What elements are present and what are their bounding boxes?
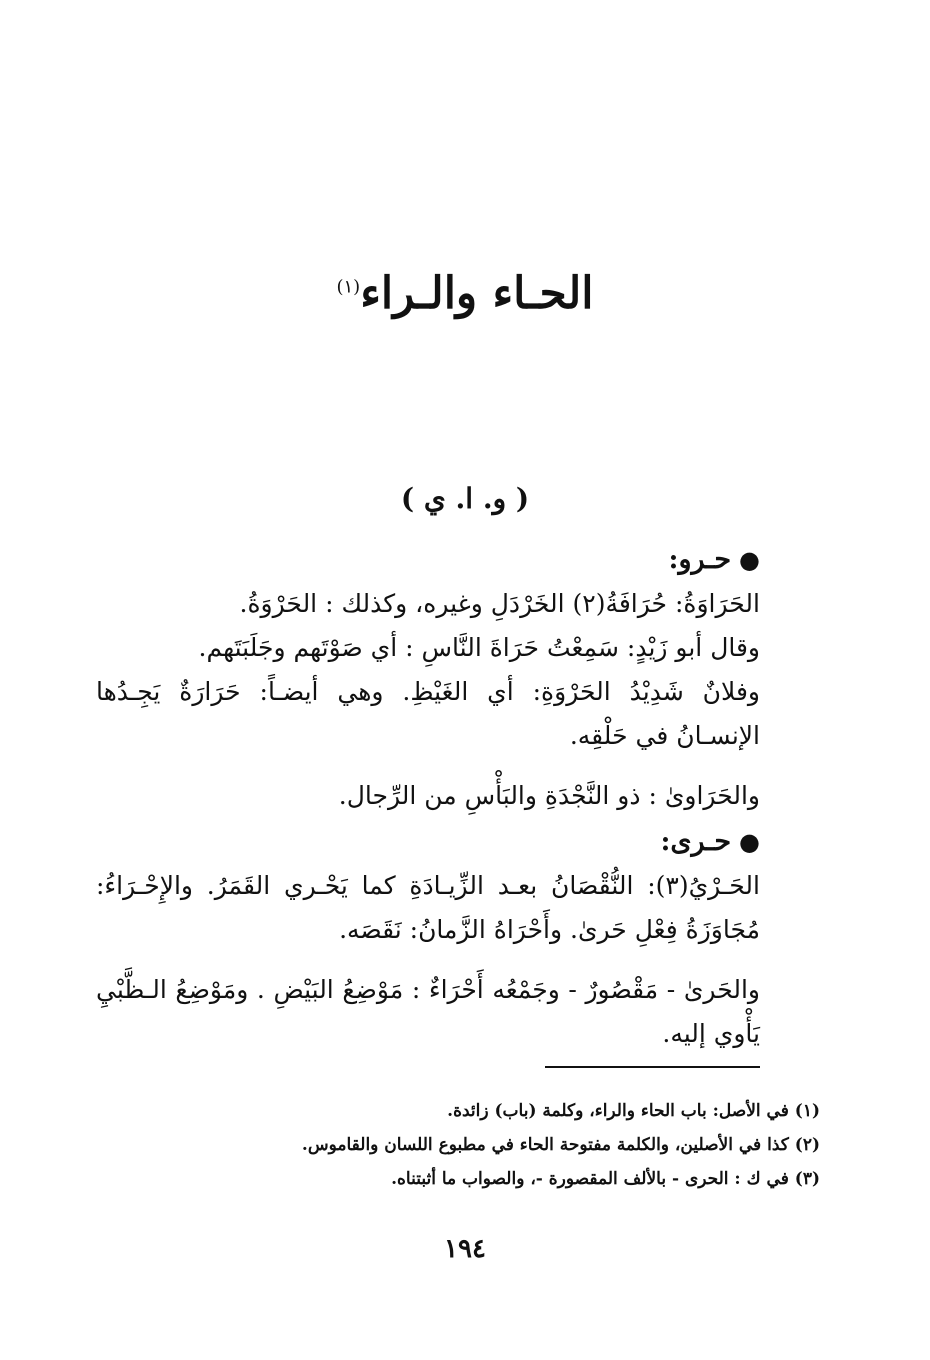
chapter-footnote-marker: (١) — [336, 276, 361, 298]
entry-line: والحَرىٰ - مَقْصُورٌ - وجَمْعُه أَحْرَاءٌ : مَوْضِعُ البَيْضِ . ومَوْضِعُ الـظَّبْيِ يَأْوي إليه. — [96, 975, 760, 1048]
entry-line: الحَـرْيُ(٣): النُّقْصَانُ بعـد الزِّيـادَةِ كما يَحْـري القَمَرُ. والإِحْـرَاءُ: مُجَاوَزَةُ فِعْلِ حَرىٰ. وأَحْرَاهُ الزَّمانُ: نَقَصَه. — [96, 871, 760, 944]
entry-heading — [96, 538, 760, 582]
root-heading: ( و. ا. ي ) — [400, 482, 530, 515]
entry-heading-text: حـرو: — [668, 544, 732, 575]
chapter-title-text: الحـاء والـراء — [360, 268, 594, 319]
entry-line: الحَرَاوَةُ: حُرَافَةُ(٢) الخَرْدَلِ وغيره، وكذلك : الحَرْوَةُ. — [239, 589, 760, 618]
footnote-divider — [545, 1066, 760, 1068]
bullet-icon: ● — [739, 545, 760, 574]
entry-hara — [96, 820, 760, 1056]
chapter-title — [0, 268, 930, 319]
entry-heading-text: حـرى: — [660, 826, 732, 857]
page-number: ١٩٤ — [444, 1234, 486, 1264]
entry-line: وقال أبو زَيْدٍ: سَمِعْتُ حَرَاةَ النَّاسِ : أي صَوْتَهم وجَلَبَتَهم. — [198, 633, 760, 662]
entry-haru — [96, 538, 760, 818]
entry-heading — [96, 820, 760, 864]
footnote-item: (١) في الأصل: باب الحاء والراء، وكلمة (باب) زائدة. — [447, 1101, 820, 1121]
entry-line: والحَرَاوىٰ : ذو النَّجْدَةِ والبَأْسِ من الرِّجال. — [338, 781, 760, 810]
bullet-icon: ● — [739, 827, 760, 856]
footnote-item: (٢) كذا في الأصلين، والكلمة مفتوحة الحاء في مطبوع اللسان والقاموس. — [301, 1135, 820, 1155]
footnotes — [180, 1094, 820, 1196]
footnote-item: (٣) في ك : الحرى - بالألف المقصورة -، والصواب ما أثبتناه. — [391, 1169, 820, 1189]
entry-line: وفلانٌ شَدِيْدُ الحَرْوَةِ: أي الغَيْظِ. وهي أيضـاً: حَرَارَةٌ يَجِـدُها الإنسـانُ في حَلْقِه. — [96, 677, 760, 750]
